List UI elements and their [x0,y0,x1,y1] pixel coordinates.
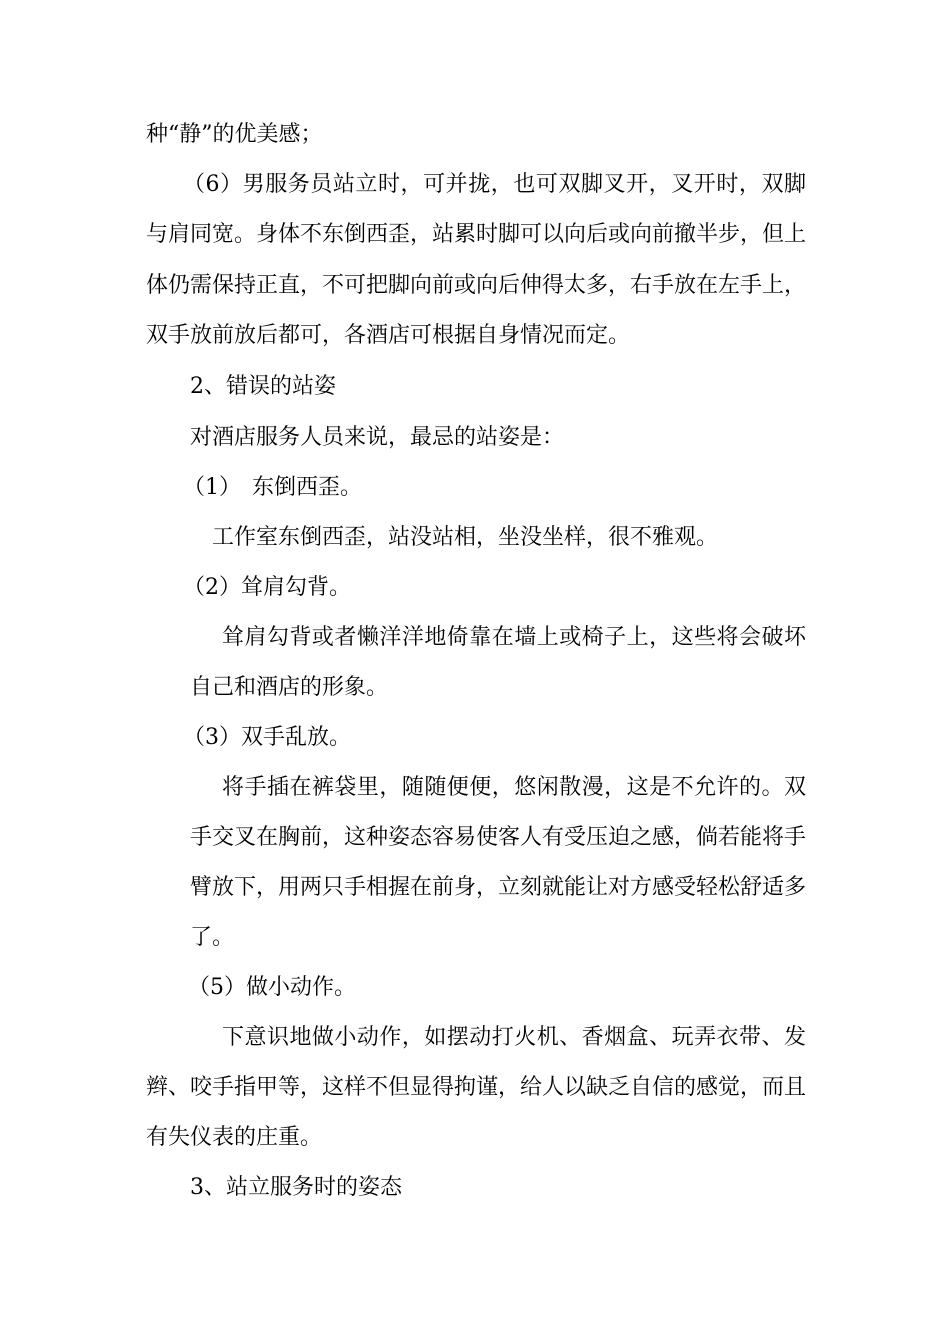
section-heading-2: 2、错误的站姿 [190,374,336,399]
text-line-11: 耸肩勾背或者懒洋洋地倚靠在墙上或椅子上，这些将会破坏 [222,625,806,650]
text-line-21: 有失仪表的庄重。 [146,1125,323,1150]
text-line-9: 工作室东倒西歪，站没站相，坐没坐样，很不雅观。 [212,525,719,550]
text-line-12: 自己和酒店的形象。 [190,675,389,700]
text-line-5: 双手放前放后都可，各酒店可根据自身情况而定。 [146,323,631,348]
section-heading-3: 3、站立服务时的姿态 [190,1175,402,1200]
text-line-2: （6）男服务员站立时，可并拢，也可双脚叉开，叉开时，双脚 [183,172,806,197]
text-line-16: 臂放下，用两只手相握在前身，立刻就能让对方感受轻松舒适多 [190,875,806,900]
text-line-4: 体仍需保持正直，不可把脚向前或向后伸得太多，右手放在左手上， [146,273,806,298]
text-line-7: 对酒店服务人员来说，最忌的站姿是： [190,425,565,450]
list-item-2-heading: （2）耸肩勾背。 [183,575,351,600]
text-line-17: 了。 [190,925,235,950]
text-line-3: 与肩同宽。身体不东倒西歪，站累时脚可以向后或向前撤半步，但上 [146,222,806,247]
text-line-1: 种“静”的优美感； [146,122,323,147]
text-line-15: 手交叉在胸前，这种姿态容易使客人有受压迫之感，倘若能将手 [190,825,806,850]
list-item-3-heading: （3）双手乱放。 [183,725,351,750]
text-line-14: 将手插在裤袋里，随随便便，悠闲散漫，这是不允许的。双 [222,775,806,800]
list-item-1-heading: （1） 东倒西歪。 [183,475,362,500]
list-item-5-heading: （5）做小动作。 [188,975,356,1000]
text-line-20: 辫、咬手指甲等，这样不但显得拘谨，给人以缺乏自信的感觉，而且 [146,1075,806,1100]
text-line-19: 下意识地做小动作，如摆动打火机、香烟盒、玩弄衣带、发 [222,1025,806,1050]
